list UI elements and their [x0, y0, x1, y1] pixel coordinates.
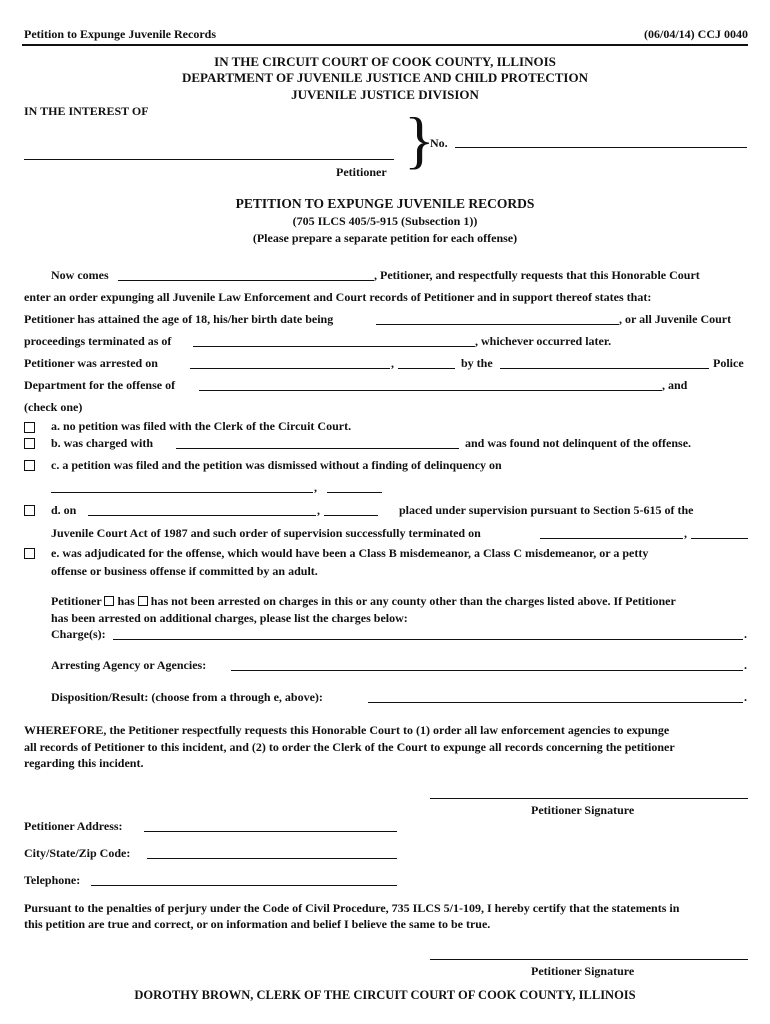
- court-department: DEPARTMENT OF JUVENILE JUSTICE AND CHILD PROTECTION: [182, 70, 588, 85]
- option-d-suffix: placed under supervision pursuant to Section 5-615 of the: [399, 503, 694, 517]
- city-state-zip-field[interactable]: [147, 858, 397, 859]
- option-c-year-field[interactable]: [327, 492, 382, 493]
- juvenile-court-tail: , or all Juvenile Court: [619, 312, 732, 326]
- birth-date-field[interactable]: [376, 324, 619, 325]
- city-label: City/State/Zip Code:: [24, 846, 131, 860]
- option-d-checkbox[interactable]: [24, 505, 35, 516]
- petitioner-signature-label-2: Petitioner Signature: [531, 964, 635, 978]
- wherefore-line1: WHEREFORE, the Petitioner respectfully requests this Honorable Court to (1) order all law enforcement agencies to expunge: [24, 723, 670, 737]
- option-c-text: c. a petition was filed and the petition was dismissed without a finding of delinquency on: [51, 458, 502, 472]
- option-e-line1: e. was adjudicated for the offense, which would have been a Class B misdemeanor, a Class C misdemeanor, or a petty: [51, 546, 649, 560]
- telephone-field[interactable]: [91, 885, 397, 886]
- enter-order-text: enter an order expunging all Juvenile Law Enforcement and Court records of Petitioner and in support thereof states that:: [24, 290, 652, 304]
- petitioner-caption-label: Petitioner: [336, 165, 387, 179]
- offense-field[interactable]: [199, 390, 662, 391]
- arrests-line1: [51, 594, 676, 608]
- option-b-suffix: and was found not delinquent of the offense.: [465, 436, 692, 450]
- offense-label: Department for the offense of: [24, 378, 176, 392]
- terminated-date-field[interactable]: [193, 346, 475, 347]
- option-b-prefix: b. was charged with: [51, 436, 154, 450]
- arrest-date-field[interactable]: [190, 368, 390, 369]
- option-d-date-field[interactable]: [88, 515, 316, 516]
- petitioner-signature-field-2[interactable]: [430, 959, 748, 960]
- clerk-footer: DOROTHY BROWN, CLERK OF THE CIRCUIT COURT OF COOK COUNTY, ILLINOIS: [134, 988, 636, 1002]
- agency-label: Arresting Agency or Agencies:: [51, 658, 207, 672]
- option-e-line2: offense or business offense if committed by an adult.: [51, 564, 318, 578]
- charges-label: Charge(s):: [51, 627, 106, 641]
- has-label: has: [117, 594, 135, 608]
- comma-separator: ,: [314, 480, 317, 494]
- form-code: (06/04/14) CCJ 0040: [644, 27, 748, 41]
- period-separator: .: [744, 658, 747, 672]
- birth-date-label: Petitioner has attained the age of 18, his/her birth date being: [24, 312, 334, 326]
- comma-separator: ,: [684, 526, 687, 540]
- respondent-name-field[interactable]: [24, 159, 394, 160]
- perjury-line2: this petition are true and correct, or on information and belief I believe the same to be true.: [24, 917, 491, 931]
- arrest-year-field[interactable]: [398, 368, 455, 369]
- now-comes-label: Now comes: [51, 268, 109, 282]
- option-c-checkbox[interactable]: [24, 460, 35, 471]
- option-b-checkbox[interactable]: [24, 438, 35, 449]
- option-d-terminated-date-field[interactable]: [540, 538, 683, 539]
- court-division: JUVENILE JUSTICE DIVISION: [291, 87, 479, 102]
- comma-separator: ,: [391, 356, 394, 370]
- comma-separator: ,: [317, 503, 320, 517]
- option-d-year-field[interactable]: [324, 515, 378, 516]
- court-name: IN THE CIRCUIT COURT OF COOK COUNTY, ILLINOIS: [214, 54, 556, 69]
- terminated-tail: , whichever occurred later.: [475, 334, 612, 348]
- and-label: , and: [662, 378, 688, 392]
- option-d-line2: Juvenile Court Act of 1987 and such order of supervision successfully terminated on: [51, 526, 481, 540]
- disposition-label: Disposition/Result: (choose from a through e, above):: [51, 690, 323, 704]
- in-the-interest-of: IN THE INTEREST OF: [24, 104, 149, 118]
- agency-field[interactable]: [231, 670, 743, 671]
- petition-title: PETITION TO EXPUNGE JUVENILE RECORDS: [235, 196, 535, 211]
- arrested-on-label: Petitioner was arrested on: [24, 356, 158, 370]
- wherefore-line3: regarding this incident.: [24, 756, 144, 770]
- terminated-label: proceedings terminated as of: [24, 334, 172, 348]
- case-number-field[interactable]: [455, 147, 747, 148]
- petitioner-signature-label-1: Petitioner Signature: [531, 803, 635, 817]
- address-label: Petitioner Address:: [24, 819, 123, 833]
- option-a-text: a. no petition was filed with the Clerk of the Circuit Court.: [51, 419, 352, 433]
- address-field[interactable]: [144, 831, 397, 832]
- case-number-label: No.: [430, 136, 448, 150]
- perjury-line1: Pursuant to the penalties of perjury under the Code of Civil Procedure, 735 ILCS 5/1-109, I hereby certify that the statements in: [24, 901, 680, 915]
- option-c-date-field[interactable]: [51, 492, 313, 493]
- disposition-field[interactable]: [368, 702, 743, 703]
- option-e-checkbox[interactable]: [24, 548, 35, 559]
- petition-statute: (705 ILCS 405/5-915 (Subsection 1)): [292, 214, 478, 228]
- has-not-checkbox[interactable]: [138, 596, 148, 606]
- form-title: Petition to Expunge Juvenile Records: [24, 27, 216, 41]
- option-b-charge-field[interactable]: [176, 448, 459, 449]
- charges-field[interactable]: [113, 639, 743, 640]
- header-rule: [22, 44, 748, 46]
- has-checkbox[interactable]: [104, 596, 114, 606]
- caption-brace: }: [404, 104, 435, 175]
- option-d-prefix: d. on: [51, 503, 77, 517]
- telephone-label: Telephone:: [24, 873, 81, 887]
- option-d-terminated-year-field[interactable]: [691, 538, 748, 539]
- petition-instruction: (Please prepare a separate petition for each offense): [252, 231, 518, 245]
- police-department-field[interactable]: [500, 368, 709, 369]
- by-the-label: by the: [461, 356, 493, 370]
- petitioner-signature-field-1[interactable]: [430, 798, 748, 799]
- check-one-label: (check one): [24, 400, 83, 414]
- police-label: Police: [713, 356, 744, 370]
- wherefore-line2: all records of Petitioner to this incident, and (2) to order the Clerk of the Court to expunge all records concerning the petitioner: [24, 740, 675, 754]
- period-separator: .: [744, 627, 747, 641]
- has-not-text: has not been arrested on charges in this or any county other than the charges listed above. If Petitioner: [150, 594, 676, 608]
- period-separator: .: [744, 690, 747, 704]
- petitioner-name-field[interactable]: [118, 280, 374, 281]
- now-comes-tail: , Petitioner, and respectfully requests that this Honorable Court: [374, 268, 700, 282]
- arrests-petitioner-label: Petitioner: [51, 594, 102, 608]
- arrests-line2: has been arrested on additional charges, please list the charges below:: [51, 611, 408, 625]
- option-a-checkbox[interactable]: [24, 422, 35, 433]
